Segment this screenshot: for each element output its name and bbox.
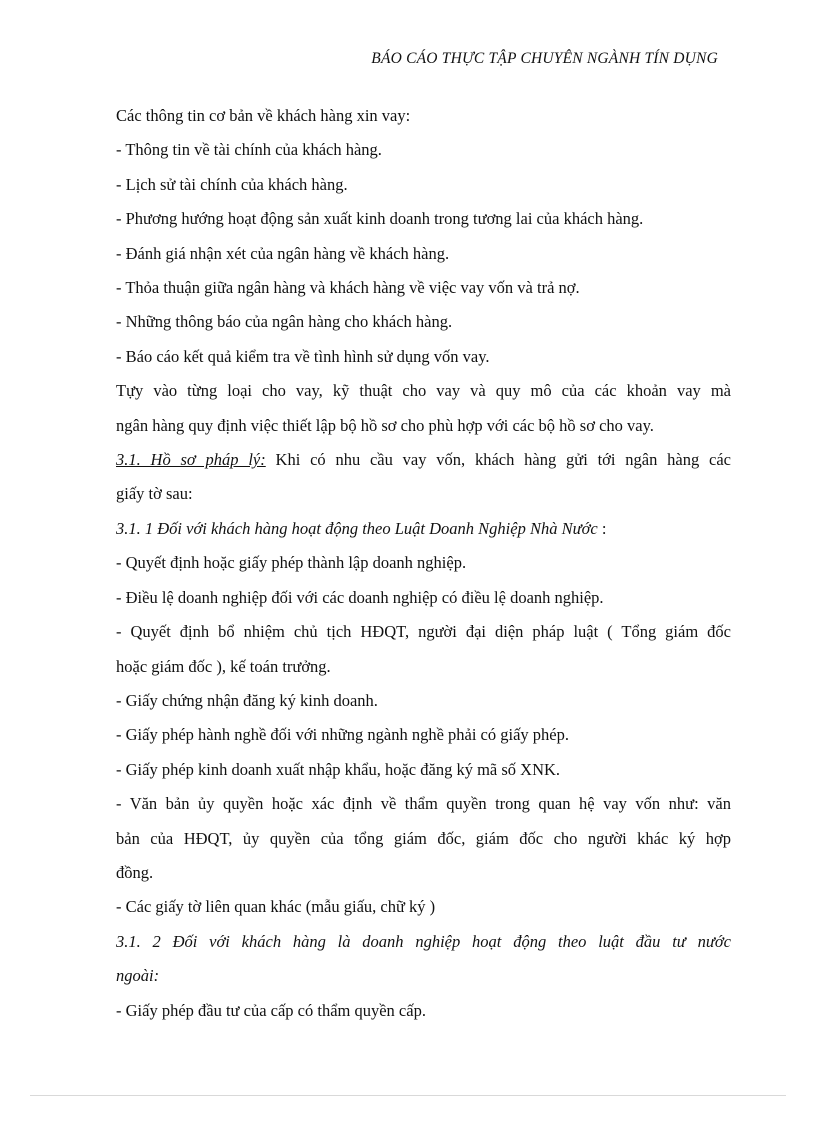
section-3-1-line xyxy=(116,443,731,477)
subsection-3-1-2-heading: 3.1. 2 Đối với khách hàng là doanh nghiệp hoạt động theo luật đầu tư nước xyxy=(116,931,731,951)
subsection-3-1-1-heading: 3.1. 1 Đối với khách hàng hoạt động theo Luật Doanh Nghiệp Nhà Nước xyxy=(116,518,598,538)
customer-info-item: - Lịch sử tài chính của khách hàng. xyxy=(116,174,348,194)
legal-document-item-continuation: đồng. xyxy=(116,862,154,882)
customer-info-item: - Báo cáo kết quả kiểm tra về tình hình sử dụng vốn vay. xyxy=(116,346,490,366)
report-header: BÁO CÁO THỰC TẬP CHUYÊN NGÀNH TÍN DỤNG xyxy=(371,50,718,67)
customer-info-item: - Thỏa thuận giữa ngân hàng và khách hàng về việc vay vốn và trả nợ. xyxy=(116,278,580,298)
loan-file-paragraph-line: Tựy vào từng loại cho vay, kỹ thuật cho vay và quy mô của các khoản vay mà xyxy=(116,381,731,401)
legal-document-item: - Giấy phép kinh doanh xuất nhập khẩu, hoặc đăng ký mã số XNK. xyxy=(116,759,561,779)
bottom-divider xyxy=(30,1095,786,1096)
legal-document-item: - Giấy chứng nhận đăng ký kinh doanh. xyxy=(116,690,378,710)
document-body xyxy=(116,99,731,1028)
intro-line: Các thông tin cơ bản về khách hàng xin vay: xyxy=(116,106,411,125)
customer-info-item: - Phương hướng hoạt động sản xuất kinh doanh trong tương lai của khách hàng. xyxy=(116,209,644,229)
loan-file-paragraph-line: ngân hàng quy định việc thiết lập bộ hồ sơ cho phù hợp với các bộ hồ sơ cho vay. xyxy=(116,415,654,435)
customer-info-item: - Những thông báo của ngân hàng cho khách hàng. xyxy=(116,312,453,332)
legal-document-item: - Điều lệ doanh nghiệp đối với các doanh nghiệp có điều lệ doanh nghiệp. xyxy=(116,587,604,607)
legal-document-item: - Văn bản ủy quyền hoặc xác định về thẩm quyền trong quan hệ vay vốn như: văn xyxy=(116,794,731,814)
section-3-1-text: Khi có nhu cầu vay vốn, khách hàng gửi tới ngân hàng các xyxy=(265,450,731,470)
customer-info-item: - Đánh giá nhận xét của ngân hàng về khách hàng. xyxy=(116,243,450,263)
section-3-1-continuation: giấy tờ sau: xyxy=(116,484,193,504)
legal-document-item: - Quyết định bổ nhiệm chủ tịch HĐQT, người đại diện pháp luật ( Tổng giám đốc xyxy=(116,622,731,642)
customer-info-item: - Thông tin về tài chính của khách hàng. xyxy=(116,140,382,160)
subsection-3-1-1-line xyxy=(116,512,731,546)
legal-document-item-continuation: bản của HĐQT, ủy quyền của tổng giám đốc, giám đốc cho người khác ký hợp xyxy=(116,828,731,848)
foreign-investment-item: - Giấy phép đầu tư của cấp có thẩm quyền cấp. xyxy=(116,1000,426,1020)
legal-document-item: - Quyết định hoặc giấy phép thành lập doanh nghiệp. xyxy=(116,553,467,573)
subsection-3-1-1-colon: : xyxy=(597,518,607,538)
legal-document-item: - Giấy phép hành nghề đối với những ngành nghề phải có giấy phép. xyxy=(116,725,569,745)
legal-document-item-continuation: hoặc giám đốc ), kế toán trưởng. xyxy=(116,656,331,676)
subsection-3-1-2-heading-continuation: ngoài: xyxy=(116,966,160,986)
legal-document-item: - Các giấy tờ liên quan khác (mẫu giấu, chữ ký ) xyxy=(116,897,436,917)
section-3-1-heading: 3.1. Hồ sơ pháp lý: xyxy=(116,450,266,470)
